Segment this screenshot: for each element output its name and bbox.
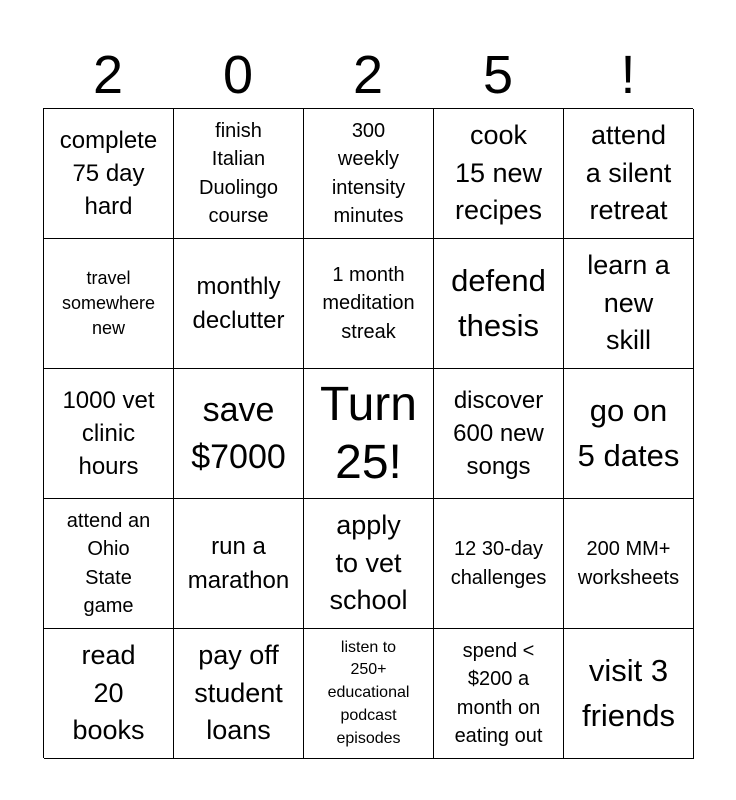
bingo-cell-5-5[interactable]: visit 3 friends (564, 629, 694, 759)
bingo-board (43, 108, 693, 758)
bingo-cell-2-4[interactable]: defend thesis (434, 239, 564, 369)
bingo-cell-2-5[interactable]: learn a new skill (564, 239, 694, 369)
bingo-cell-1-3[interactable]: 300 weekly intensity minutes (304, 109, 434, 239)
bingo-cell-4-3[interactable]: apply to vet school (304, 499, 434, 629)
header-letter-2: 0 (222, 45, 254, 105)
header-letter-3: 2 (352, 45, 384, 105)
bingo-cell-5-2[interactable]: pay off student loans (174, 629, 304, 759)
bingo-cell-2-1[interactable]: travel somewhere new (44, 239, 174, 369)
bingo-cell-4-4[interactable]: 12 30-day challenges (434, 499, 564, 629)
bingo-cell-3-1[interactable]: 1000 vet clinic hours (44, 369, 174, 499)
header-letter-4: 5 (482, 45, 514, 105)
bingo-cell-1-4[interactable]: cook 15 new recipes (434, 109, 564, 239)
bingo-cell-3-3[interactable]: Turn 25! (304, 369, 434, 499)
bingo-header (43, 40, 693, 110)
bingo-cell-5-3[interactable]: listen to 250+ educational podcast episodes (304, 629, 434, 759)
bingo-cell-3-2[interactable]: save $7000 (174, 369, 304, 499)
header-letter-1: 2 (92, 45, 124, 105)
bingo-cell-2-3[interactable]: 1 month meditation streak (304, 239, 434, 369)
bingo-cell-4-2[interactable]: run a marathon (174, 499, 304, 629)
bingo-cell-4-5[interactable]: 200 MM+ worksheets (564, 499, 694, 629)
bingo-cell-1-2[interactable]: finish Italian Duolingo course (174, 109, 304, 239)
bingo-cell-5-1[interactable]: read 20 books (44, 629, 174, 759)
bingo-cell-5-4[interactable]: spend < $200 a month on eating out (434, 629, 564, 759)
header-letter-5: ! (620, 45, 636, 105)
bingo-cell-4-1[interactable]: attend an Ohio State game (44, 499, 174, 629)
bingo-cell-3-5[interactable]: go on 5 dates (564, 369, 694, 499)
bingo-cell-1-1[interactable]: complete 75 day hard (44, 109, 174, 239)
bingo-cell-1-5[interactable]: attend a silent retreat (564, 109, 694, 239)
bingo-cell-2-2[interactable]: monthly declutter (174, 239, 304, 369)
bingo-cell-3-4[interactable]: discover 600 new songs (434, 369, 564, 499)
